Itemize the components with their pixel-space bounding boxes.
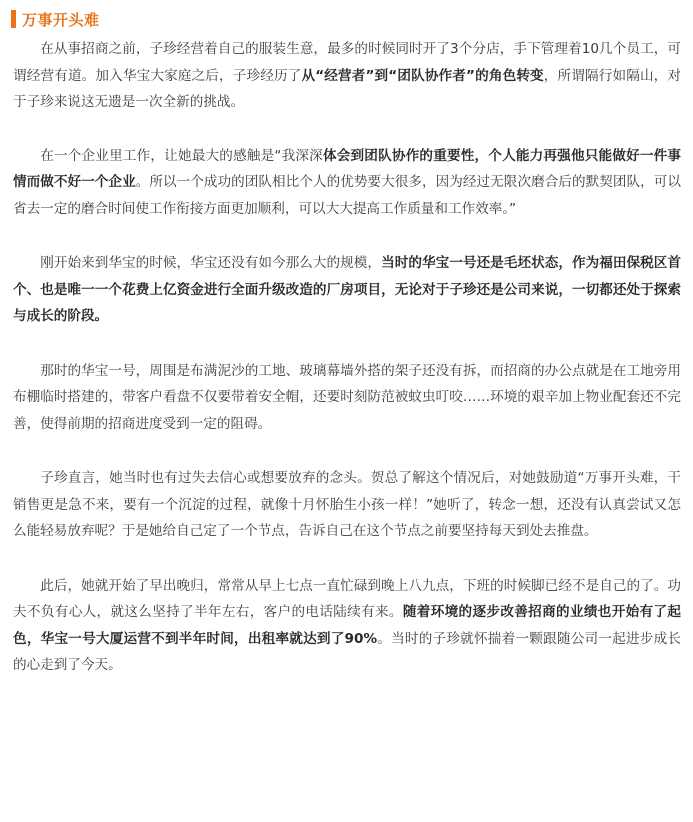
article-body bbox=[13, 36, 681, 679]
paragraph-3-bold-1: 当时的华宝一号还是毛坯状态，作为福田保税区首个、也是唯一一个花费上亿资金进行全面升级改造的厂房项目，无论对于子珍还是公司来说，一切都还处于探索与成长的阶段。 bbox=[13, 255, 682, 324]
paragraph-5-text-1: 子珍直言，她当时也有过失去信心或想要放弃的念头。贺总了解这个情况后，对她鼓励道“万事开头难，干销售更是急不来，要有一个沉淀的过程，就像十月怀胎生小孩一样！”她听了，转念一想，还没有认真尝试又怎么能轻易放弃呢？于是她给自己定了一个节点，告诉自己在这个节点之前要坚持每天到处去推盘。 bbox=[13, 470, 681, 539]
section-header bbox=[11, 8, 100, 30]
paragraph-5 bbox=[13, 465, 681, 545]
paragraph-6-text-1: 此后，她就开始了早出晚归，常常从早上七点一直忙碌到晚上八九点，下班的时候脚已经不是自己的了。功夫不负有心人，就这么坚持了半年左右，客户的电话陆续有来。 bbox=[13, 577, 681, 620]
paragraph-6-bold-1: 随着环境的逐步改善招商的业绩也开始有了起色，华宝一号大厦运营不到半年时间，出租率就达到了90% bbox=[13, 604, 681, 647]
paragraph-1 bbox=[13, 36, 681, 116]
paragraph-2 bbox=[13, 143, 681, 223]
paragraph-6-text-2: 。当时的子珍就怀揣着一颗跟随公司一起进步成长的心走到了今天。 bbox=[13, 630, 681, 673]
section-title: 万事开头难 bbox=[22, 10, 100, 29]
paragraph-4 bbox=[13, 358, 681, 438]
paragraph-2-text-2: 。所以一个成功的团队相比个人的优势要大很多，因为经过无限次磨合后的默契团队，可以省去一定的磨合时间使工作衔接方面更加顺利，可以大大提高工作质量和工作效率。” bbox=[13, 174, 681, 217]
paragraph-2-text-1: 在一个企业里工作，让她最大的感触是“我深深 bbox=[40, 147, 323, 164]
paragraph-1-text-2: ，所谓隔行如隔山，对于子珍来说这无遗是一次全新的挑战。 bbox=[13, 67, 682, 110]
header-accent-bar bbox=[11, 10, 16, 28]
paragraph-3 bbox=[13, 250, 681, 330]
paragraph-3-text-1: 刚开始来到华宝的时候，华宝还没有如今那么大的规模， bbox=[40, 255, 382, 271]
paragraph-1-text-1: 在从事招商之前，子珍经营着自己的服装生意，最多的时候同时开了3个分店，手下管理着10几个员工，可谓经营有道。加入华宝大家庭之后，子珍经历了 bbox=[13, 41, 681, 84]
paragraph-4-text-1: 那时的华宝一号，周围是布满泥沙的工地、玻璃幕墙外搭的架子还没有拆，而招商的办公点就是在工地旁用布棚临时搭建的，带客户看盘不仅要带着安全帽，还要时刻防范被蚊虫叮咬……环境的艰辛加上物业配套还不完善，使得前期的招商进度受到一定的阻碍。 bbox=[13, 362, 681, 432]
paragraph-2-bold-1: 体会到团队协作的重要性，个人能力再强他只能做好一件事情而做不好一个企业 bbox=[13, 147, 681, 190]
paragraph-1-bold-1: 从“经营者”到“团队协作者”的角色转变 bbox=[301, 67, 544, 84]
paragraph-6 bbox=[13, 573, 681, 679]
